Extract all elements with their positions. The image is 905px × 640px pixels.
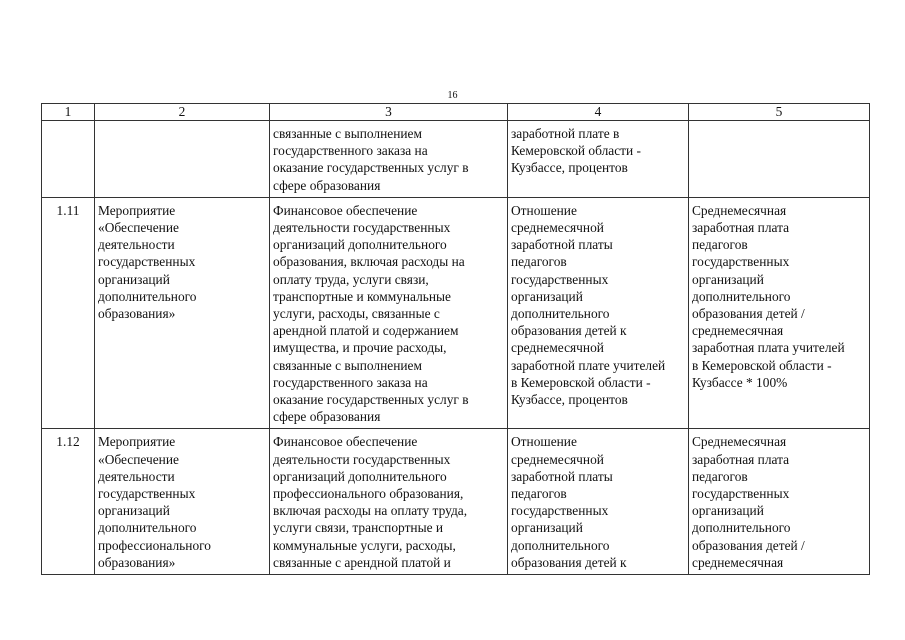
cell-text-line: арендной платой и содержанием [273,323,459,339]
cell-text-line: образования детей к [511,323,627,339]
cell-text-line: в Кемеровской области - [692,357,832,373]
cell-text-line: образования» [98,306,176,322]
cell-text-line: связанные с арендной платой и [273,554,451,570]
cell-text-line: услуги связи, транспортные и [273,520,444,536]
cell-text-line: организаций дополнительного [273,468,447,484]
cell-text-line: организаций [98,271,170,287]
cell-text-line: организаций [511,520,583,536]
header-cell: 4 [508,104,689,121]
row-number-cell: 1.11 [42,197,95,429]
cell-text-line: государственных [98,254,196,270]
cell-text-line: педагогов [511,486,567,502]
cell-text-line: транспортные и коммунальные [273,288,451,304]
cell-text-line: сфере образования [273,409,381,425]
cell-text-line: дополнительного [692,520,791,536]
cell-text-line: заработной платы [511,237,613,253]
cell-text-line: Кузбассе * 100% [692,374,788,390]
formula-cell [689,429,870,575]
cell-text-line: государственного заказа на [273,374,428,390]
cell-text-line: Среднемесячная [692,202,787,218]
cell-text-line: заработная плата учителей [692,340,845,356]
cell-text-line: среднемесячной [511,340,604,356]
cell-text-line: образования детей / [692,306,805,322]
cell-text-line: дополнительного [98,520,197,536]
header-cell: 3 [270,104,508,121]
table-row [42,121,870,198]
cell-text-line: государственного заказа на [273,143,428,159]
cell-text-line: связанные с выполнением [273,126,422,141]
table-header-row [42,104,870,121]
cell-text-line: образования детей / [692,537,805,553]
cell-text-line: деятельности государственных [273,451,451,467]
cell-text-line: оказание государственных услуг в [273,160,469,176]
table-row [42,197,870,429]
cell-text-line: оплату труда, услуги связи, [273,271,429,287]
cell-text-line: Финансовое обеспечение [273,202,418,218]
cell-text-line: организаций дополнительного [273,237,447,253]
cell-text-line: Кемеровской области - [511,143,641,159]
cell-text-line: среднемесячной [511,451,604,467]
cell-text-line: педагогов [692,468,748,484]
cell-text-line: деятельности [98,468,175,484]
cell-text-line: организаций [692,503,764,519]
cell-text-line: среднемесячной [511,220,604,236]
cell-text-line: Кузбассе, процентов [511,392,628,408]
cell-text-line: профессионального [98,537,211,553]
formula-cell [689,197,870,429]
cell-text-line: заработной плате учителей [511,357,666,373]
cell-text-line: образования детей к [511,554,627,570]
row-number-cell: 1.12 [42,429,95,575]
header-cell: 1 [42,104,95,121]
cell-text-line: Мероприятие [98,202,176,218]
cell-text-line: организаций [511,288,583,304]
cell-text-line: Отношение [511,434,577,450]
cell-text-line: педагогов [692,237,748,253]
page-number: 16 [447,90,458,101]
cell-text-line: Кузбассе, процентов [511,160,628,176]
cell-text-line: организаций [98,503,170,519]
formula-cell [689,121,870,198]
indicator-cell [508,429,689,575]
cell-text-line: государственных [692,486,790,502]
cell-text-line: сфере образования [273,177,381,193]
cell-text-line: «Обеспечение [98,220,179,236]
cell-text-line: государственных [98,486,196,502]
cell-text-line: «Обеспечение [98,451,179,467]
row-number-cell [42,121,95,198]
measure-name-cell [95,121,270,198]
cell-text-line: деятельности [98,237,175,253]
cell-text-line: дополнительного [692,288,791,304]
cell-text-line: в Кемеровской области - [511,374,651,390]
measure-description-cell [270,197,508,429]
cell-text-line: государственных [692,254,790,270]
indicator-cell [508,197,689,429]
measure-name-cell [95,197,270,429]
measure-description-cell [270,429,508,575]
cell-text-line: дополнительного [98,288,197,304]
cell-text-line: заработной платы [511,468,613,484]
indicator-cell [508,121,689,198]
header-cell: 2 [95,104,270,121]
cell-text-line: профессионального образования, [273,486,464,502]
cell-text-line: коммунальные услуги, расходы, [273,537,456,553]
cell-text-line: образования, включая расходы на [273,254,465,270]
cell-text-line: дополнительного [511,306,610,322]
measure-description-cell [270,121,508,198]
cell-text-line: заработная плата [692,451,790,467]
document-table [41,103,870,575]
cell-text-line: заработная плата [692,220,790,236]
cell-text-line: государственных [511,271,609,287]
cell-text-line: дополнительного [511,537,610,553]
header-cell: 5 [689,104,870,121]
cell-text-line: среднемесячная [692,323,784,339]
cell-text-line: образования» [98,554,176,570]
cell-text-line: Финансовое обеспечение [273,434,418,450]
cell-text-line: услуги, расходы, связанные с [273,306,440,322]
cell-text-line: заработной плате в [511,126,620,141]
cell-text-line: Отношение [511,202,577,218]
cell-text-line: Среднемесячная [692,434,787,450]
cell-text-line: государственных [511,503,609,519]
cell-text-line: среднемесячная [692,554,784,570]
cell-text-line: организаций [692,271,764,287]
cell-text-line: связанные с выполнением [273,357,422,373]
cell-text-line: оказание государственных услуг в [273,392,469,408]
table-row [42,429,870,575]
cell-text-line: педагогов [511,254,567,270]
cell-text-line: имущества, и прочие расходы, [273,340,447,356]
cell-text-line: деятельности государственных [273,220,451,236]
cell-text-line: Мероприятие [98,434,176,450]
cell-text-line: включая расходы на оплату труда, [273,503,468,519]
measure-name-cell [95,429,270,575]
